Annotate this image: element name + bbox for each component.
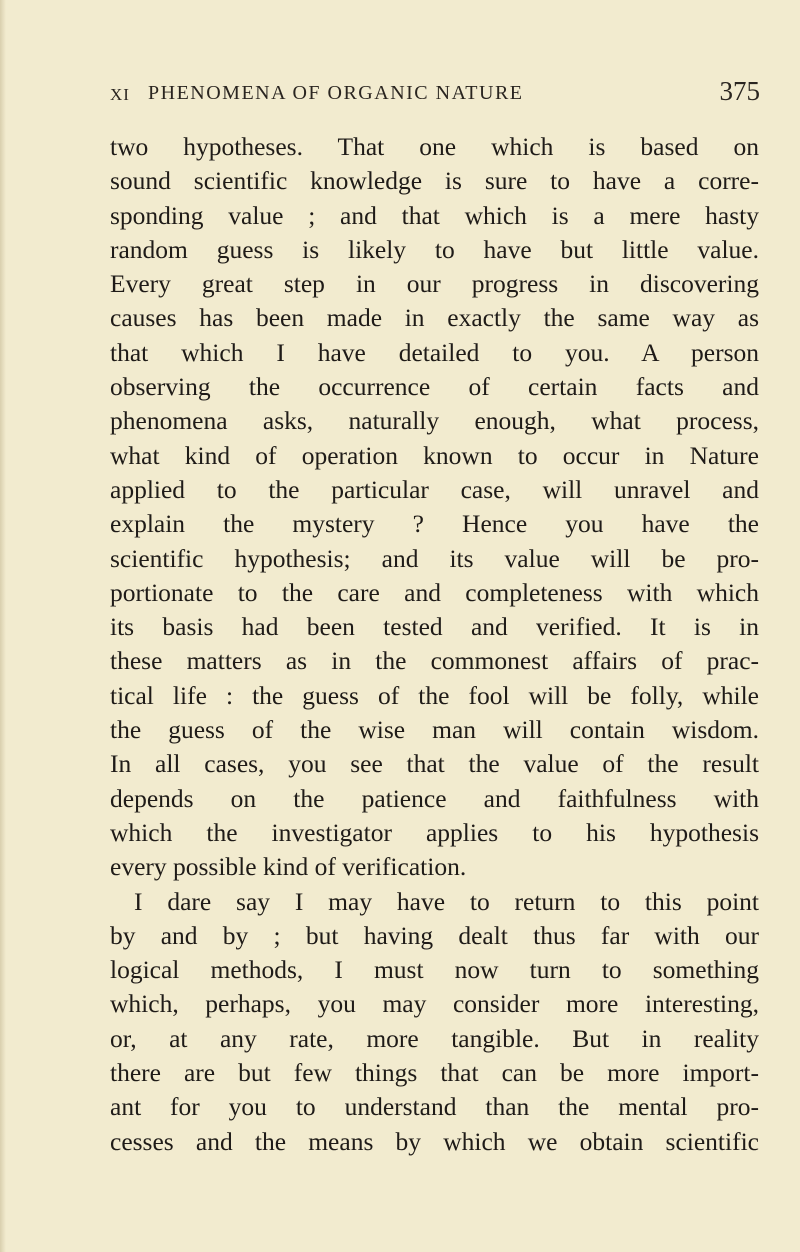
text-line: the guess of the wise man will contain wisdom. (110, 715, 759, 745)
text-line: sound scientific knowledge is sure to have a corre- (110, 166, 759, 196)
text-line: there are but few things that can be more import- (110, 1058, 759, 1088)
page-gutter-shadow (0, 0, 6, 1252)
text-line: portionate to the care and completeness with which (110, 577, 759, 607)
text-line: which, perhaps, you may consider more interesting, (110, 989, 759, 1019)
text-line: what kind of operation known to occur in Nature (110, 440, 759, 470)
text-line: Every great step in our progress in discovering (110, 269, 759, 299)
text-line: In all cases, you see that the value of the result (110, 749, 759, 779)
text-line: random guess is likely to have but little value. (110, 234, 759, 264)
text-line: phenomena asks, naturally enough, what process, (110, 406, 759, 436)
paragraph-end-line: every possible kind of verification. (110, 852, 467, 882)
running-title: PHENOMENA OF ORGANIC NATURE (148, 82, 524, 104)
text-line: these matters as in the commonest affairs of prac- (110, 646, 759, 676)
page-number: 375 (719, 76, 760, 106)
text-line: explain the mystery ? Hence you have the (110, 509, 759, 539)
text-line: tical life : the guess of the fool will be folly, while (110, 680, 759, 710)
text-line: which the investigator applies to his hypothesis (110, 817, 759, 847)
text-line: by and by ; but having dealt thus far with our (110, 920, 759, 950)
text-line: its basis had been tested and verified. It is in (110, 612, 759, 642)
text-line: cesses and the means by which we obtain scientific (110, 1126, 759, 1156)
text-line: sponding value ; and that which is a mere hasty (110, 200, 759, 230)
running-header (110, 78, 760, 118)
body-text (110, 130, 759, 1159)
chapter-number: XI (110, 85, 130, 104)
text-line: ant for you to understand than the mental pro- (110, 1092, 759, 1122)
paragraph-start-line: I dare say I may have to return to this point (134, 886, 759, 916)
text-line: depends on the patience and faithfulness with (110, 783, 759, 813)
text-line: causes has been made in exactly the same way as (110, 303, 759, 333)
text-line: applied to the particular case, will unravel and (110, 474, 759, 504)
text-line: observing the occurrence of certain facts and (110, 372, 759, 402)
text-line: logical methods, I must now turn to something (110, 955, 759, 985)
text-line: scientific hypothesis; and its value will be pro- (110, 543, 759, 573)
text-line: or, at any rate, more tangible. But in reality (110, 1023, 759, 1053)
text-line: that which I have detailed to you. A person (110, 337, 759, 367)
text-line: two hypotheses. That one which is based on (110, 132, 759, 161)
